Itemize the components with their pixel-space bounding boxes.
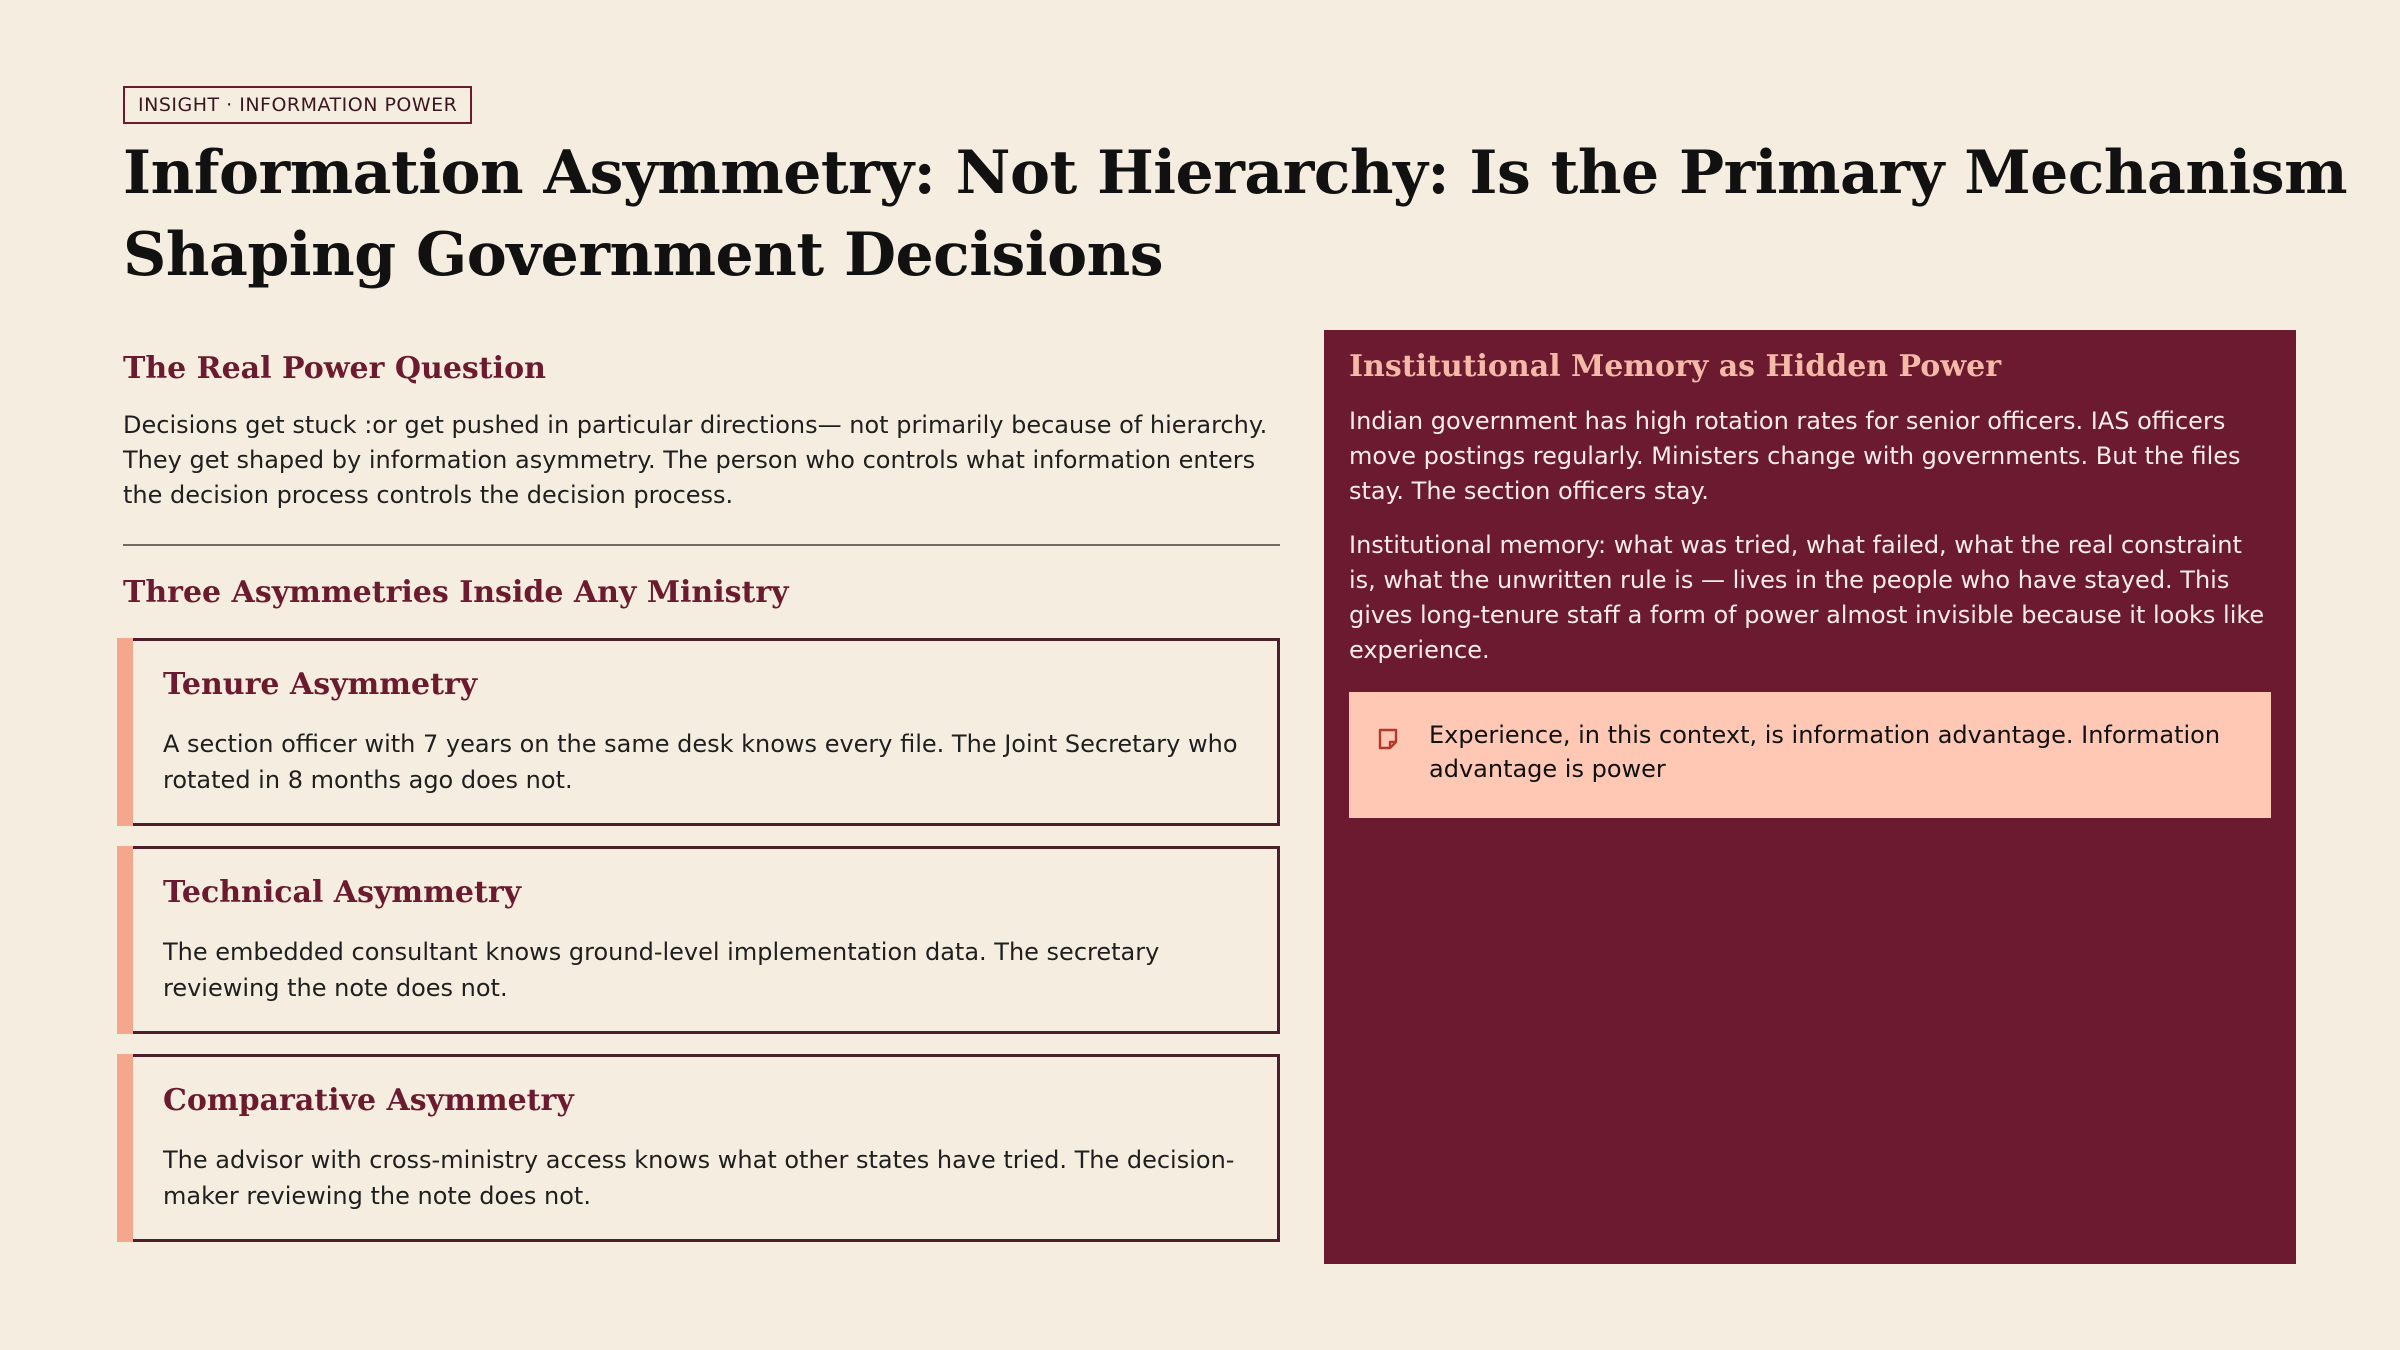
asymmetries-heading: Three Asymmetries Inside Any Ministry (123, 575, 789, 610)
card-text: The embedded consultant knows ground-level implementation data. The secretary reviewing the note does not. (163, 938, 1160, 1002)
panel-paragraph-2: Institutional memory: what was tried, what failed, what the real constraint is, what the unwritten rule is — lives in the people who have stayed. This gives long-tenure staff a form of power almost invisible because it looks like experience. (1349, 531, 2265, 664)
asymmetry-card-technical (133, 846, 1280, 1034)
card-text: The advisor with cross-ministry access knows what other states have tried. The decision-maker reviewing the note does not. (163, 1146, 1235, 1210)
asymmetry-card-tenure (133, 638, 1280, 826)
card-accent-bar (117, 638, 133, 826)
card-title: Technical Asymmetry (163, 875, 522, 910)
insight-callout (1349, 692, 2271, 818)
asymmetry-card-comparative (133, 1054, 1280, 1242)
institutional-memory-panel (1324, 330, 2296, 1264)
card-title: Comparative Asymmetry (163, 1083, 574, 1118)
card-text: A section officer with 7 years on the same desk knows every file. The Joint Secretary who rotated in 8 months ago does not. (163, 730, 1238, 794)
intro-section (123, 345, 1280, 393)
page-title: Information Asymmetry: Not Hierarchy: Is the Primary Mechanism Shaping Government Decisions (123, 138, 2348, 290)
panel-heading: Institutional Memory as Hidden Power (1349, 349, 2002, 384)
card-title: Tenure Asymmetry (163, 667, 478, 702)
intro-heading: The Real Power Question (123, 351, 546, 386)
panel-paragraph-1: Indian government has high rotation rates for senior officers. IAS officers move postings regularly. Ministers change with governments. But the files stay. The section officers stay. (1349, 407, 2241, 505)
asymmetries-section (123, 569, 1280, 617)
card-accent-bar (117, 846, 133, 1034)
note-icon (1377, 727, 1399, 751)
callout-text: Experience, in this context, is information advantage. Information advantage is power (1429, 721, 2221, 783)
category-tag: INSIGHT · INFORMATION POWER (123, 86, 472, 124)
asymmetry-cards (117, 638, 1280, 1262)
section-divider (123, 544, 1280, 546)
card-accent-bar (117, 1054, 133, 1242)
intro-text: Decisions get stuck :or get pushed in particular directions— not primarily because of hierarchy. They get shaped by information asymmetry. The person who controls what information enters the decision process controls the decision process. (123, 411, 1268, 509)
